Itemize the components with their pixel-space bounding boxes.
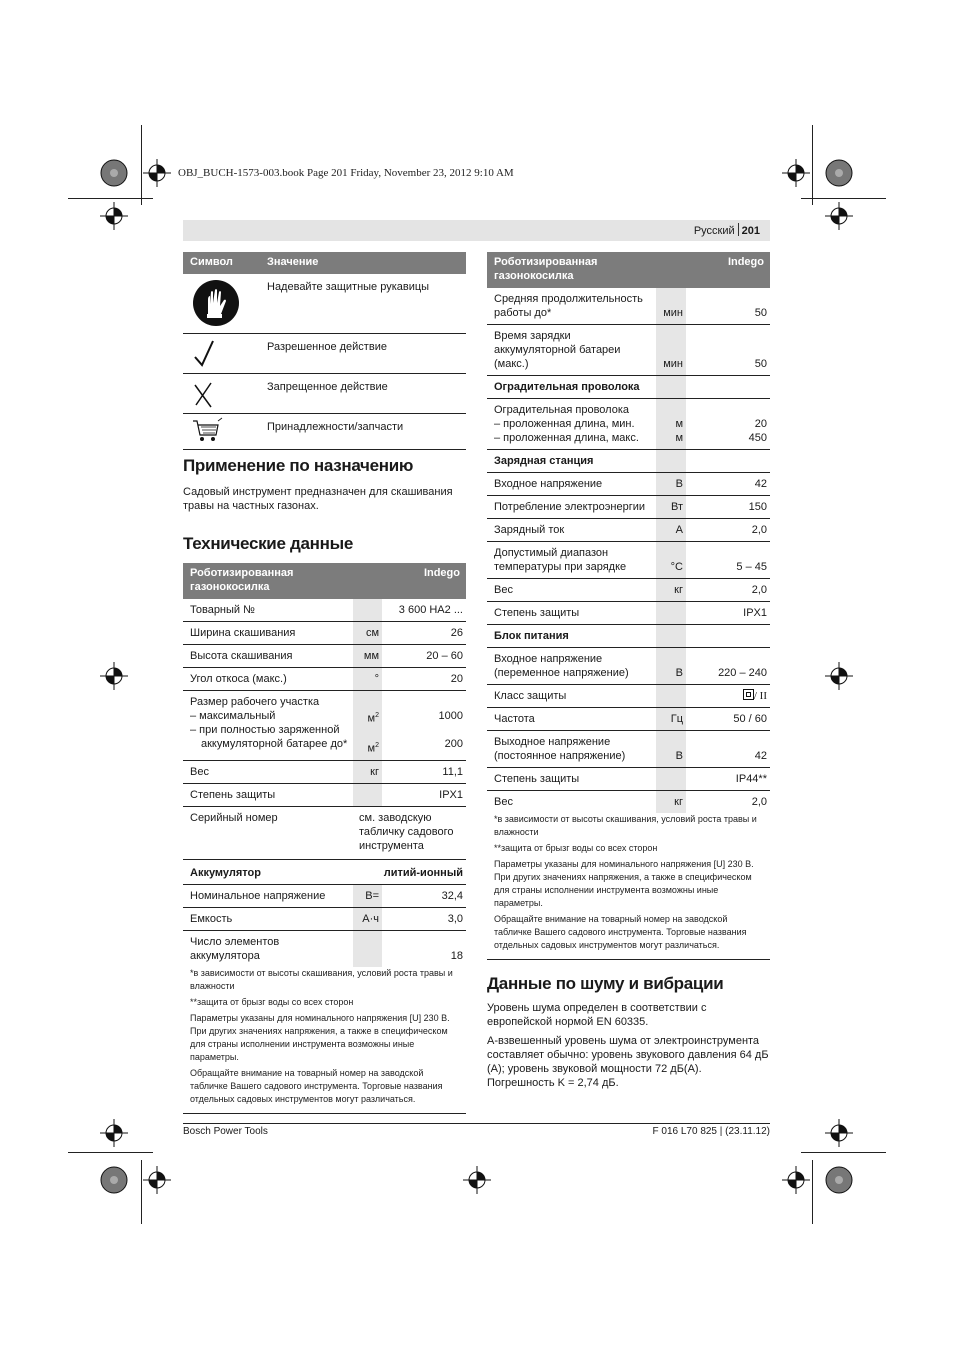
symbol-meaning-accessories: Принадлежности/запчасти	[260, 413, 466, 449]
intended-use-text: Садовый инструмент предназначен для скашивания травы на частных газонах.	[183, 485, 453, 512]
footer-rule	[183, 1123, 770, 1124]
gloves-icon	[191, 278, 241, 328]
table-row: Угол откоса (макс.) ° 20	[183, 667, 466, 690]
intended-use-title: Применение по назначению	[183, 455, 414, 475]
table-row: Частота Гц 50 / 60	[487, 708, 770, 731]
right-header-right: Indego	[686, 252, 770, 288]
protection-class-ii-icon	[743, 689, 754, 700]
header-language: Русский	[693, 225, 735, 237]
tech-header-left: Роботизированная газонокосилка	[183, 563, 353, 599]
tech-footnotes: *в зависимости от высоты скашивания, условий роста травы и влажности **защита от брызг воды со всех сторон Параметры указаны для номинального напряжения [U] 230 В. При других значениях напряжения, а также в специфическом для страны исполнении инструмента возможны иные параметры. Обращайте внимание на товарный номер на заводской табличке Вашего садового инструмента. Торговые названия отдельных садовых инструментов могут различаться.	[183, 967, 466, 1114]
table-row: Потребление электроэнергии Вт 150	[487, 496, 770, 519]
noise-text-2: А-взвешенный уровень шума от электроинструмента составляет обычно: уровень звукового давления 64 дБ (A); уровень звуковой мощности 72 дБ(A). Погрешность K = 2,74 дБ.	[487, 1035, 769, 1089]
tech-header-right: Indego	[382, 563, 466, 599]
table-row: Выходное напряжение (постоянное напряжение) В 42	[487, 731, 770, 768]
table-section-row: Блок питания	[487, 625, 770, 648]
shopping-cart-icon	[191, 417, 231, 445]
noise-title: Данные по шуму и вибрации	[487, 974, 724, 993]
symbol-table	[183, 252, 466, 450]
right-header-left: Роботизированная газонокосилка	[487, 252, 656, 288]
table-section-row: Аккумулятор литий-ионный	[183, 859, 466, 884]
table-row: Размер рабочего участка – максимальный – при полностью заряженной аккумуляторной батарее до* $м^2$ $м^2$ 1000 200	[183, 690, 466, 760]
left-column	[183, 252, 466, 1114]
symbol-meaning-forbidden: Запрещенное действие	[260, 373, 466, 413]
table-row: Класс защиты / II	[487, 685, 770, 708]
table-row: Вес кг 11,1	[183, 760, 466, 783]
table-row: Степень защиты IP44**	[487, 768, 770, 791]
table-row: Номинальное напряжение В= 32,4	[183, 884, 466, 907]
noise-text-1: Уровень шума определен в соответствии с европейской нормой EN 60335.	[487, 1002, 707, 1028]
page-header	[694, 223, 760, 237]
page-header-bar	[183, 220, 770, 241]
table-row: Степень защиты IPX1	[183, 783, 466, 806]
table-row: Ширина скашивания см 26	[183, 621, 466, 644]
table-row: Зарядный ток А 2,0	[487, 519, 770, 542]
symbol-meaning-allowed: Разрешенное действие	[260, 333, 466, 373]
table-row: Высота скашивания мм 20 – 60	[183, 644, 466, 667]
symbol-meaning-gloves: Надевайте защитные рукавицы	[260, 274, 466, 333]
right-footnotes: *в зависимости от высоты скашивания, условий роста травы и влажности **защита от брызг воды со всех сторон Параметры указаны для номинального напряжения [U] 230 В. При других значениях напряжения, а также в специфическом для страны исполнении инструмента возможны иные параметры. Обращайте внимание на товарный номер на заводской табличке Вашего садового инструмента. Торговые названия отдельных садовых инструментов могут различаться.	[487, 813, 770, 960]
table-row: Время зарядки аккумуляторной батареи (макс.) мин 50	[487, 325, 770, 376]
right-tech-table: Роботизированная газонокосилка Indego Средняя продолжительность работы до* мин 50 Время зарядки аккумуляторной батареи (макс.) мин 50 Оградительная проволока Оградительная проволока – проложенная длина, мин. – проложенная длина, макс. м м 20 450 Зарядная станция Входное напряжение В 42 Потребление электроэнергии Вт 150 Зарядный ток А 2,0 Допустимый диапазон температуры при зарядке °C 5 – 45 Вес кг 2,0 Степень защиты IPX1 Блок питания Входное напряжение (переменное напряжение) В 220 – 240 Класс защиты / II Частота Гц 50 / 60 Выходное напряжение (постоянное напряжение) В 42 Степень защиты IP44** Вес кг 2,0	[487, 252, 770, 813]
footer-brand: Bosch Power Tools	[183, 1126, 268, 1137]
table-section-row: Оградительная проволока	[487, 376, 770, 399]
table-row: Входное напряжение В 42	[487, 473, 770, 496]
tech-data-title: Технические данные	[183, 533, 353, 553]
table-row: Степень защиты IPX1	[487, 602, 770, 625]
tech-data-table: Роботизированная газонокосилка Indego Товарный № 3 600 HA2 ... Ширина скашивания см 26 Высота скашивания мм 20 – 60 Угол откоса (макс.) ° 20 Размер рабочего участка – максимальный – при полностью заряженной аккумуляторной батарее до* $м^2$ $м^2$ 1000 200 Вес кг 11,1 Степень защиты IPX1 Серийный номер см. заводскую табличку садового инструмента Аккумулятор литий-ионный Номинальное напряжение В= 32,4 Емкость А·ч 3,0 Число элементов аккумулятора 18	[183, 563, 466, 967]
page-number: 201	[741, 225, 760, 237]
cross-icon	[191, 379, 231, 409]
footer-doc-number: F 016 L70 825 | (23.11.12)	[652, 1126, 770, 1137]
print-info-line: OBJ_BUCH-1573-003.book Page 201 Friday, November 23, 2012 9:10 AM	[178, 167, 514, 179]
right-column	[487, 252, 770, 1090]
meaning-header: Значение	[260, 252, 466, 274]
table-row: Допустимый диапазон температуры при зарядке °C 5 – 45	[487, 542, 770, 579]
table-row: Товарный № 3 600 HA2 ...	[183, 599, 466, 622]
table-row: Вес кг 2,0	[487, 579, 770, 602]
table-row: Оградительная проволока – проложенная длина, мин. – проложенная длина, макс. м м 20 450	[487, 399, 770, 450]
table-row: Емкость А·ч 3,0	[183, 907, 466, 930]
table-section-row: Зарядная станция	[487, 450, 770, 473]
checkmark-icon	[191, 339, 231, 369]
symbol-header: Символ	[183, 252, 260, 274]
table-row: Средняя продолжительность работы до* мин 50	[487, 288, 770, 325]
table-row: Серийный номер см. заводскую табличку садового инструмента	[183, 806, 466, 859]
table-row: Входное напряжение (переменное напряжение) В 220 – 240	[487, 648, 770, 685]
